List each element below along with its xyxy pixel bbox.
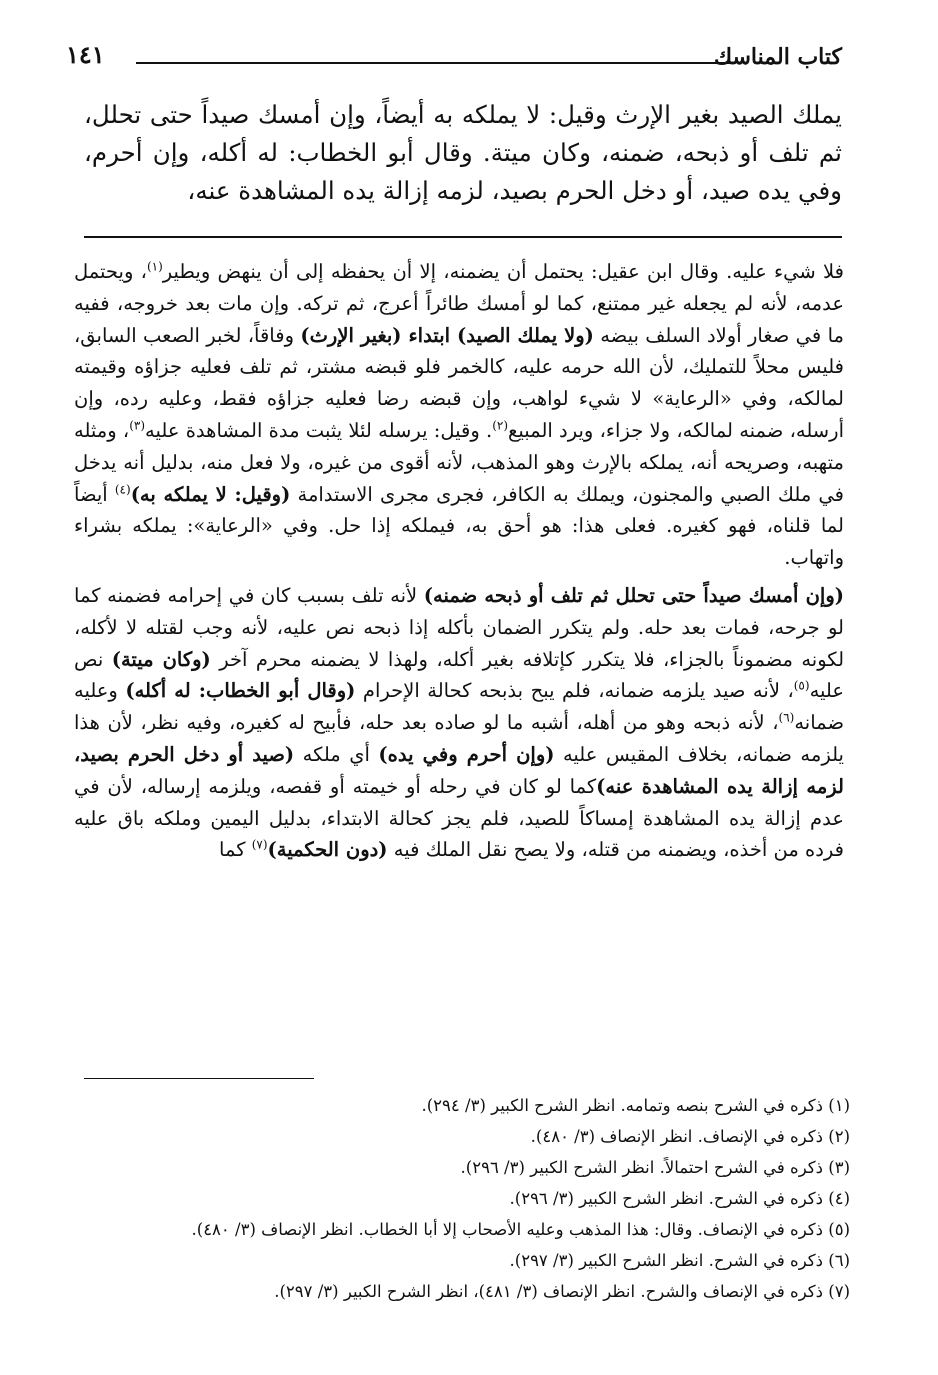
matn-quote: (دون الحكمية) [267,838,388,862]
footnote-ref[interactable]: (٦) [778,710,795,725]
footnote-6: (٦) ذكره في الشرح. انظر الشرح الكبير (٣/ ٢٩٧). [509,1251,850,1270]
matn-quote: (صيد أو دخل الحرم بصيد، لزمه إزالة يده المشاهدة عنه) [74,742,844,798]
footnote-ref[interactable]: (١) [146,259,163,274]
page-number: ١٤١ [66,40,105,69]
footnote-5: (٥) ذكره في الإنصاف. وقال: هذا المذهب وعليه الأصحاب إلا أبا الخطاب. انظر الإنصاف (٣/ ٤٨٠). [191,1220,850,1239]
footnote-2: (٢) ذكره في الإنصاف. انظر الإنصاف (٣/ ٤٨٠). [530,1127,850,1146]
footnotes [50,1090,850,1307]
footnote-ref[interactable]: (٤) [114,482,131,497]
matn-quote: (وإن أحرم وفي يده) [378,742,555,766]
matn-text: يملك الصيد بغير الإرث وقيل: لا يملكه به أيضاً، وإن أمسك صيداً حتى تحلل، ثم تلف أو ذبحه، ضمنه، وكان ميتة. وقال أبو الخطاب: له أكله، وإن أحرم، وفي يده صيد، أو دخل الحرم بصيد، لزمه إزالة يده المشاهدة عنه، [84,100,842,205]
footnote-ref[interactable]: (٢) [492,418,509,433]
commentary-paragraph-2: (وإن أمسك صيداً حتى تحلل ثم تلف أو ذبحه ضمنه) لأنه تلف بسبب كان في إحرامه فضمنه كما لو جرحه، فمات بعد حله. ولم يتكرر الضمان بأكله إذا ذبحه نص عليه، لأنه وجب لقتله لا لأكله، لكونه مضموناً بالجزاء، فلا يتكرر كإتلافه بغير أكله، ولهذا لا يضمنه محرم آخر (وكان ميتة) نص عليه$^{(٥)}$، لأنه صيد يلزمه ضمانه، فلم يبح بذبحه كحالة الإحرام (وقال أبو الخطاب: له أكله) وعليه ضمانه$^{(٦)}$، لأنه ذبحه وهو من أهله، أشبه ما لو صاده بعد حله، فأبيح له كغيره، وفيه نظر، لأن هذا يلزمه ضمانه، بخلاف المقيس عليه (وإن أحرم وفي يده) أي ملكه (صيد أو دخل الحرم بصيد، لزمه إزالة يده المشاهدة عنه)كما لو كان في رحله أو خيمته أو قفصه، ويلزمه إرساله، لأن في عدم إزالة يده المشاهدة إمساكاً للصيد، فلم يجز كحالة الابتداء، بدليل اليمين وملكه باق عليه فرده من أخذه، ويضمنه من قتله، ولا يصح نقل الملك فيه (دون الحكمية)$^{(٧)}$ كما [74,583,845,862]
matn-quote: (وقال أبو الخطاب: له أكله) [125,679,356,703]
footnote-3: (٣) ذكره في الشرح احتمالاً. انظر الشرح الكبير (٣/ ٢٩٦). [460,1158,850,1177]
footnote-4: (٤) ذكره في الشرح. انظر الشرح الكبير (٣/ ٢٩٦). [509,1189,850,1208]
footnote-7: (٧) ذكره في الإنصاف والشرح. انظر الإنصاف (٣/ ٤٨١)، انظر الشرح الكبير (٣/ ٢٩٧). [274,1282,850,1301]
book-title: كتاب المناسك [713,44,842,70]
commentary-paragraph-1: فلا شيء عليه. وقال ابن عقيل: يحتمل أن يضمنه، إلا أن يحفظه إلى أن ينهض ويطير$^{(١)}$، ويحتمل عدمه، لأنه لم يجعله غير ممتنع، كما لو أمسك طائراً أعرج، ثم تركه. وإن مات بعد خروجه، ففيه ما في صغار أولاد السلف بيضه (ولا يملك الصيد) ابتداء (بغير الإرث) وفاقاً، لخبر الصعب السابق، فليس محلاً للتمليك، لأن الله حرمه عليه، كالخمر فلو قبضه مشتر، ثم تلف فعليه جزاؤه وقيمته لمالكه، وفي «الرعاية» لا شيء لواهب، وإن قبضه رضا فعليه جزاؤه فقط، وعليه رده، وإن أرسله، ضمنه لمالكه، ولا جزاء، ويرد المبيع$^{(٢)}$. وقيل: يرسله لئلا يثبت مدة المشاهدة عليه$^{(٣)}$، ومثله متهبه، وصريحه أنه، يملكه بالإرث وهو المذهب، لأنه أقوى من غيره، ولا فعل منه، بدليل أنه يدخل في ملك الصبي والمجنون، ويملك به الكافر، فجرى مجرى الاستدامة (وقيل: لا يملكه به)$^{(٤)}$ أيضاً لما قلناه، فهو كغيره. فعلى هذا: هو أحق به، فيملكه إذا حل. وفي «الرعاية»: يملكه بشراء واتهاب. [74,259,844,570]
footnote-ref[interactable]: (٥) [793,678,810,693]
footnote-ref[interactable]: (٧) [251,837,268,852]
header-rule [136,62,730,64]
running-header [66,40,842,80]
matn-quote: (وإن أمسك صيداً حتى تحلل ثم تلف أو ذبحه ضمنه) [423,583,844,607]
footnote-ref[interactable]: (٣) [129,418,146,433]
matn-separator [84,236,842,238]
footnote-separator [84,1078,314,1079]
matn-quote: (وكان ميتة) [111,647,211,671]
commentary [74,256,844,866]
matn-quote: (وقيل: لا يملكه به) [130,482,291,506]
matn-quote: (ولا يملك الصيد) ابتداء (بغير الإرث) [300,323,594,347]
footnote-1: (١) ذكره في الشرح بنصه وتمامه. انظر الشرح الكبير (٣/ ٢٩٤). [421,1096,850,1115]
